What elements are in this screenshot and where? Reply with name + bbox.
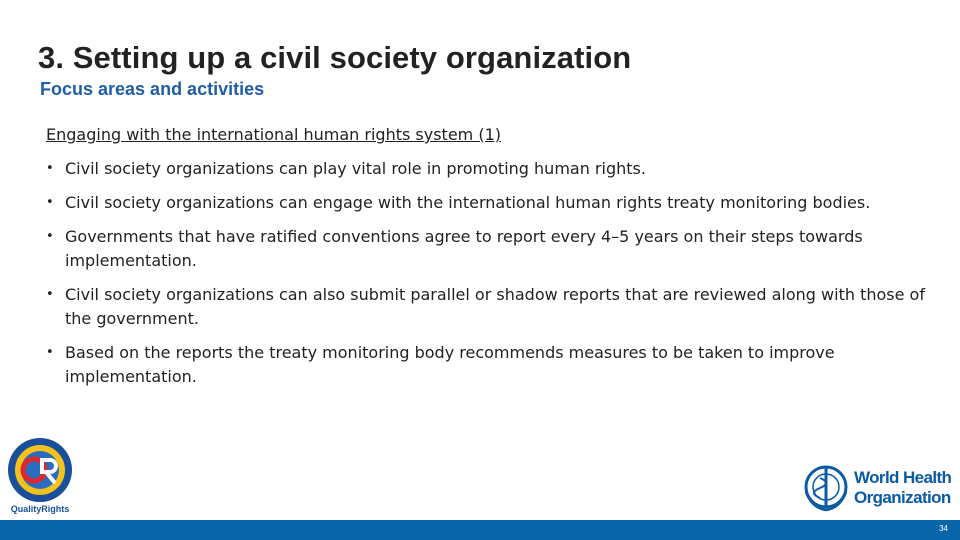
quality-rights-logo [6,436,74,516]
bullet-text: Civil society organizations can play vital role in promoting human rights. [65,159,646,178]
section-heading: Engaging with the international human rights system (1) [46,125,502,144]
quality-rights-text: QualityRights [10,504,70,514]
bullet-item [46,191,926,215]
who-emblem-icon [800,462,852,516]
page-number: 34 [939,524,948,533]
bullet-text: Governments that have ratified conventions agree to report every 4–5 years on their steps towards implementation. [65,227,863,270]
bullet-icon: • [46,287,54,302]
slide-subtitle: Focus areas and activities [40,79,265,99]
bullet-text: Civil society organizations can engage with the international human rights treaty monitoring bodies. [65,193,871,212]
bullet-list [46,157,926,389]
who-name-line2: Organization [854,488,951,507]
bullet-icon: • [46,161,54,176]
quality-rights-emblem-icon [6,436,74,516]
bullet-text: Civil society organizations can also submit parallel or shadow reports that are reviewed along with those of the government. [65,285,925,328]
who-logo [800,462,954,520]
bullet-item [46,157,926,181]
who-name-line1: World Health [854,468,952,487]
bullet-text: Based on the reports the treaty monitoring body recommends measures to be taken to improve implementation. [65,343,835,386]
who-wordmark [854,468,951,508]
slide-content [46,123,926,399]
footer-bar [0,520,960,540]
bullet-item [46,225,926,273]
bullet-icon: • [46,345,54,360]
bullet-icon: • [46,229,54,244]
slide-title: 3. Setting up a civil society organization [38,40,632,75]
bullet-icon: • [46,195,54,210]
bullet-item [46,283,926,331]
bullet-item [46,341,926,389]
